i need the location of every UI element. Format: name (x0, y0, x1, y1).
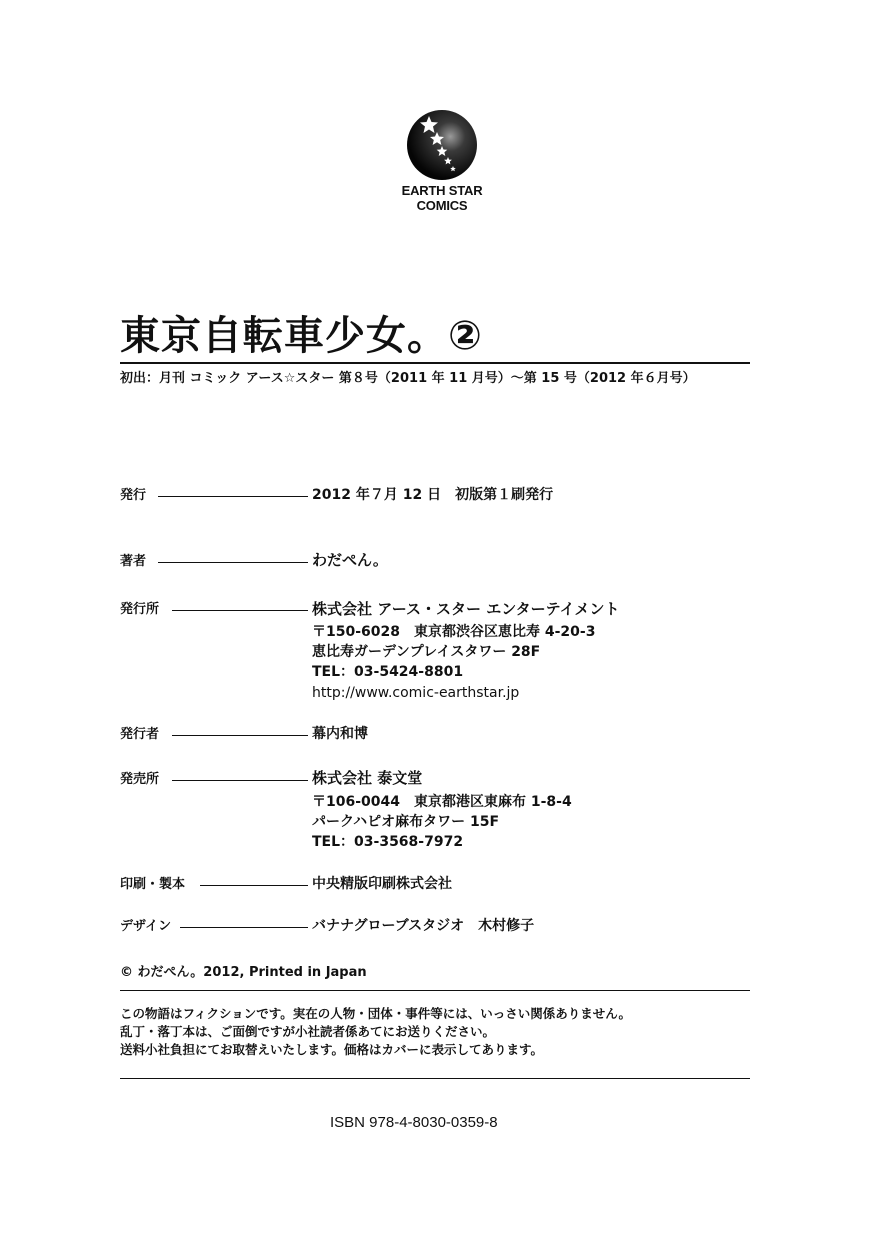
first-appearance: 初出：月刊 コミック アース☆スター 第８号（2011 年 11 月号）～第 15 号（2012 年６月号） (120, 371, 696, 386)
distributor-label: 発売所 (120, 772, 160, 787)
distributor-line: 株式会社 泰文堂 (312, 769, 423, 787)
divider (120, 1078, 750, 1079)
publisher-url: http://www.comic-earthstar.jp (312, 685, 520, 701)
leader-line (158, 496, 308, 497)
distributor-line: 〒106-0044 東京都港区東麻布 1-8-4 (312, 794, 572, 810)
title-rule (120, 362, 750, 364)
leader-line (158, 562, 308, 563)
notice-line: 送料小社負担にてお取替えいたします。価格はカバーに表示してあります。 (120, 1042, 544, 1057)
design-label: デザイン (120, 919, 172, 934)
printing-label: 印刷・製本 (120, 877, 186, 892)
publisher-line: TEL：03-5424-8801 (312, 664, 464, 680)
distributor-line: パークハピオ麻布タワー 15F (312, 814, 500, 830)
author-label: 著者 (120, 554, 147, 569)
publisher-line: 〒150-6028 東京都渋谷区恵比寿 4-20-3 (312, 624, 596, 640)
issuer-value: 幕内和博 (312, 726, 368, 742)
divider (120, 990, 750, 991)
earth-star-globe-icon (405, 108, 479, 182)
design-value: バナナグローブスタジオ 木村修子 (312, 918, 535, 934)
distributor-line: TEL：03-3568-7972 (312, 834, 464, 850)
leader-line (172, 735, 308, 736)
leader-line (200, 885, 308, 886)
earth-star-comics-logo (394, 108, 490, 212)
publish-date-label: 発行 (120, 488, 147, 503)
notice-line: 乱丁・落丁本は、ご面倒ですが小社読者係あてにお送りください。 (120, 1024, 496, 1039)
logo-line-1: EARTH STAR (401, 183, 483, 198)
logo-line-2: COMICS (416, 198, 468, 213)
isbn: ISBN 978-4-8030-0359-8 (330, 1114, 498, 1131)
leader-line (172, 610, 308, 611)
notice-line: この物語はフィクションです。実在の人物・団体・事件等には、いっさい関係ありません。 (120, 1006, 632, 1021)
issuer-label: 発行者 (120, 727, 160, 742)
book-title: 東京自転車少女。② (120, 313, 483, 359)
leader-line (172, 780, 308, 781)
copyright: © わだぺん。2012, Printed in Japan (120, 965, 367, 980)
author-value: わだぺん。 (312, 551, 388, 569)
publisher-line: 恵比寿ガーデンプレイスタワー 28F (312, 644, 541, 660)
leader-line (180, 927, 308, 928)
publisher-label: 発行所 (120, 602, 160, 617)
publisher-line: 株式会社 アース・スター エンターテイメント (312, 600, 620, 618)
publish-date-value: 2012 年７月 12 日 初版第１刷発行 (312, 487, 554, 503)
printing-value: 中央精版印刷株式会社 (312, 876, 452, 892)
